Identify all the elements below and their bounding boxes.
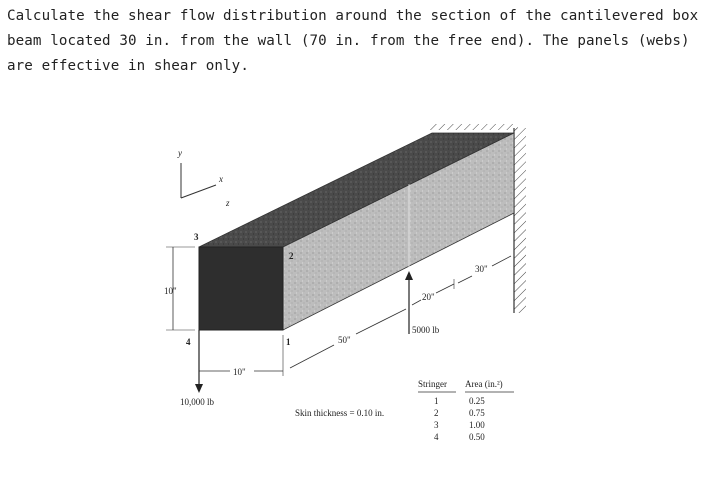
problem-line: are effective in shear only. [7, 58, 249, 74]
table-cell: 3 [434, 420, 439, 430]
stringer-label-3: 3 [194, 232, 199, 242]
axis-z-label: z [226, 198, 230, 208]
length-50-label: 50" [338, 335, 351, 345]
problem-line: Calculate the shear flow distribution around the section of the cantilevered box [7, 8, 699, 24]
table-header-stringer: Stringer [418, 379, 447, 389]
stringer-area-table [418, 379, 514, 442]
table-cell: 4 [434, 432, 439, 442]
length-30-label: 30" [475, 264, 488, 274]
skin-thickness-note: Skin thickness = 0.10 in. [295, 408, 385, 418]
table-cell: 1.00 [469, 420, 485, 430]
stringer-label-2: 2 [289, 251, 294, 261]
axis-x-label: x [219, 174, 223, 184]
table-cell: 0.50 [469, 432, 485, 442]
stringer-label-4: 4 [186, 337, 191, 347]
mid-load-label: 5000 lb [412, 325, 440, 335]
length-20-label: 20" [422, 292, 435, 302]
height-dim-label: 10" [164, 286, 177, 296]
table-cell: 2 [434, 408, 439, 418]
problem-line: beam located 30 in. from the wall (70 in. from the free end). The panels (webs) [7, 33, 690, 49]
table-cell: 0.25 [469, 396, 485, 406]
table-cell: 1 [434, 396, 439, 406]
stringer-label-1: 1 [286, 337, 291, 347]
axis-y-label: y [178, 148, 182, 158]
width-dim-label: 10" [233, 367, 246, 377]
wall-top-hatching [430, 124, 518, 130]
table-header-area: Area (in.²) [465, 379, 503, 389]
wall-hatching [514, 128, 526, 313]
tip-load-label: 10,000 lb [180, 397, 215, 407]
axes-triad [177, 148, 230, 208]
beam-end-section [199, 247, 283, 330]
table-cell: 0.75 [469, 408, 485, 418]
